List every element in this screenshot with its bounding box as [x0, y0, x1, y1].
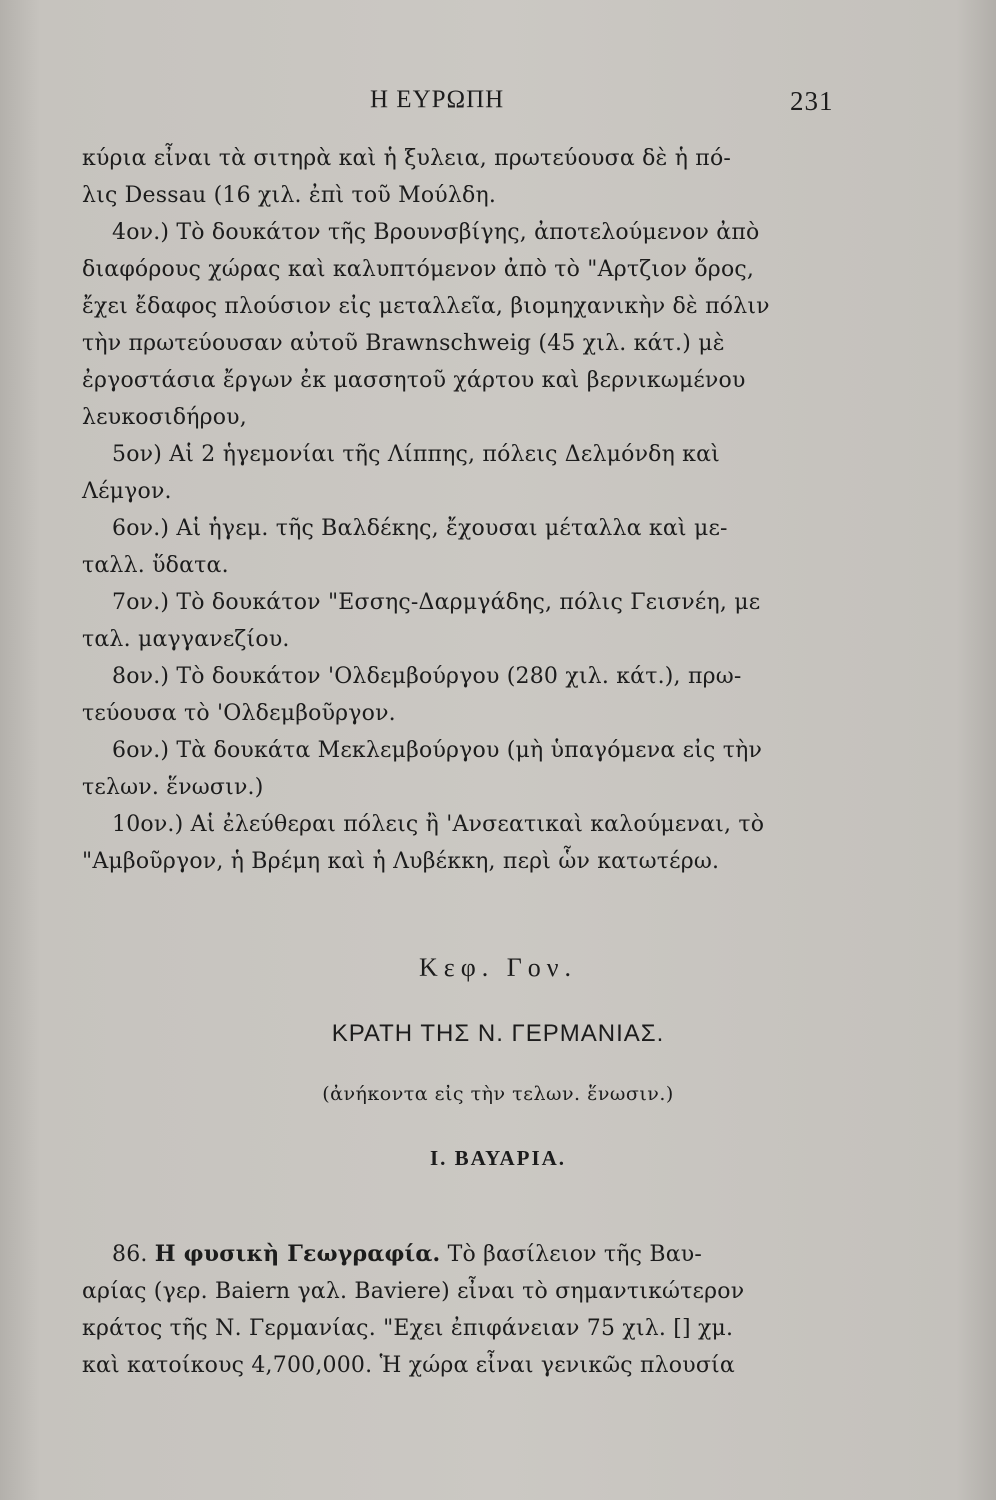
- paragraph-number: 86.: [112, 1242, 148, 1267]
- text-line: 5ον) Αἱ 2 ἡγεμονίαι τῆς Λίππης, πόλεις Δελμόνδη καὶ: [112, 442, 721, 467]
- chapter-heading: Κεφ. Γον.: [419, 953, 577, 982]
- text-line: 10ον.) Αἱ ἐλεύθεραι πόλεις ἢ 'Ανσεατικαὶ καλούμεναι, τὸ: [112, 812, 765, 837]
- text-line: κύρια εἶναι τὰ σιτηρὰ καὶ ἡ ξυλεια, πρωτεύουσα δὲ ἡ πό-: [82, 146, 732, 171]
- text-line: καὶ κατοίκους 4,700,000. Ἡ χώρα εἶναι γενικῶς πλουσία: [82, 1353, 735, 1378]
- text-line: ἐργοστάσια ἔργων ἐκ μασσητοῦ χάρτου καὶ βερνικωμένου: [82, 368, 746, 393]
- section-heading: ΚΡΑΤΗ ΤΗΣ Ν. ΓΕΡΜΑΝΙΑΣ.: [331, 1020, 665, 1047]
- text-line: ταλλ. ὕδατα.: [82, 553, 229, 578]
- text-line: 8ον.) Τὸ δουκάτον 'Ολδεμβούργου (280 χιλ. κάτ.), πρω-: [112, 664, 742, 689]
- text-line: 7ον.) Τὸ δουκάτον "Εσσης-Δαρμγάδης, πόλις Γεισνέη, με: [112, 590, 761, 615]
- subsection-title: Ι. ΒΑΥΑΡΙΑ.: [429, 1146, 567, 1170]
- text-line: Λέμγον.: [82, 479, 172, 504]
- page-number: 231: [790, 86, 834, 116]
- text-line: 4ον.) Τὸ δουκάτον τῆς Βρουνσβίγης, ἀποτελούμενον ἀπὸ: [112, 220, 760, 245]
- paragraph: [82, 1236, 882, 1384]
- text-line: ταλ. μαγγανεζίου.: [82, 627, 290, 652]
- paragraph-first-line: [82, 1236, 882, 1273]
- paragraph-title: Η φυσικὴ Γεωγραφία.: [154, 1241, 441, 1267]
- text-line: τὴν πρωτεύουσαν αὐτοῦ Brawnschweig (45 χιλ. κάτ.) μὲ: [82, 331, 725, 356]
- text-line: τεύουσα τὸ 'Ολδεμβοῦργον.: [82, 701, 396, 726]
- text-line: ἔχει ἔδαφος πλούσιον εἰς μεταλλεῖα, βιομηχανικὴν δὲ πόλιν: [82, 294, 770, 319]
- subheading-note: (ἀνήκοντα εἰς τὴν τελων. ἕνωσιν.): [322, 1083, 674, 1105]
- running-title: Η ΕΥΡΩΠΗ: [370, 86, 505, 113]
- text-line: τελων. ἕνωσιν.): [82, 775, 264, 800]
- text-line: 6ον.) Τὰ δουκάτα Μεκλεμβούργου (μὴ ὑπαγόμενα εἰς τὴν: [112, 738, 763, 763]
- body-text: [82, 140, 862, 880]
- page-header: [0, 86, 996, 126]
- text-line: κράτος τῆς Ν. Γερμανίας. "Εχει ἐπιφάνειαν 75 χιλ. [] χμ.: [82, 1316, 734, 1341]
- paragraph-text: Τὸ βασίλειον τῆς Βαυ-: [447, 1242, 703, 1267]
- text-line: 6ον.) Αἱ ἡγεμ. τῆς Βαλδέκης, ἔχουσαι μέταλλα καὶ με-: [112, 516, 728, 541]
- text-line: αρίας (γερ. Baiern γαλ. Baviere) εἶναι τὸ σημαντικώτερον: [82, 1279, 745, 1304]
- text-line: "Αμβοῦργον, ἡ Βρέμη καὶ ἡ Λυβέκκη, περὶ ὧν κατωτέρω.: [82, 849, 720, 874]
- text-line: διαφόρους χώρας καὶ καλυπτόμενον ἀπὸ τὸ "Αρτζιον ὄρος,: [82, 257, 755, 282]
- text-line: λις Dessau (16 χιλ. ἐπὶ τοῦ Μούλδη.: [82, 183, 497, 208]
- text-line: λευκοσιδήρου,: [82, 405, 247, 430]
